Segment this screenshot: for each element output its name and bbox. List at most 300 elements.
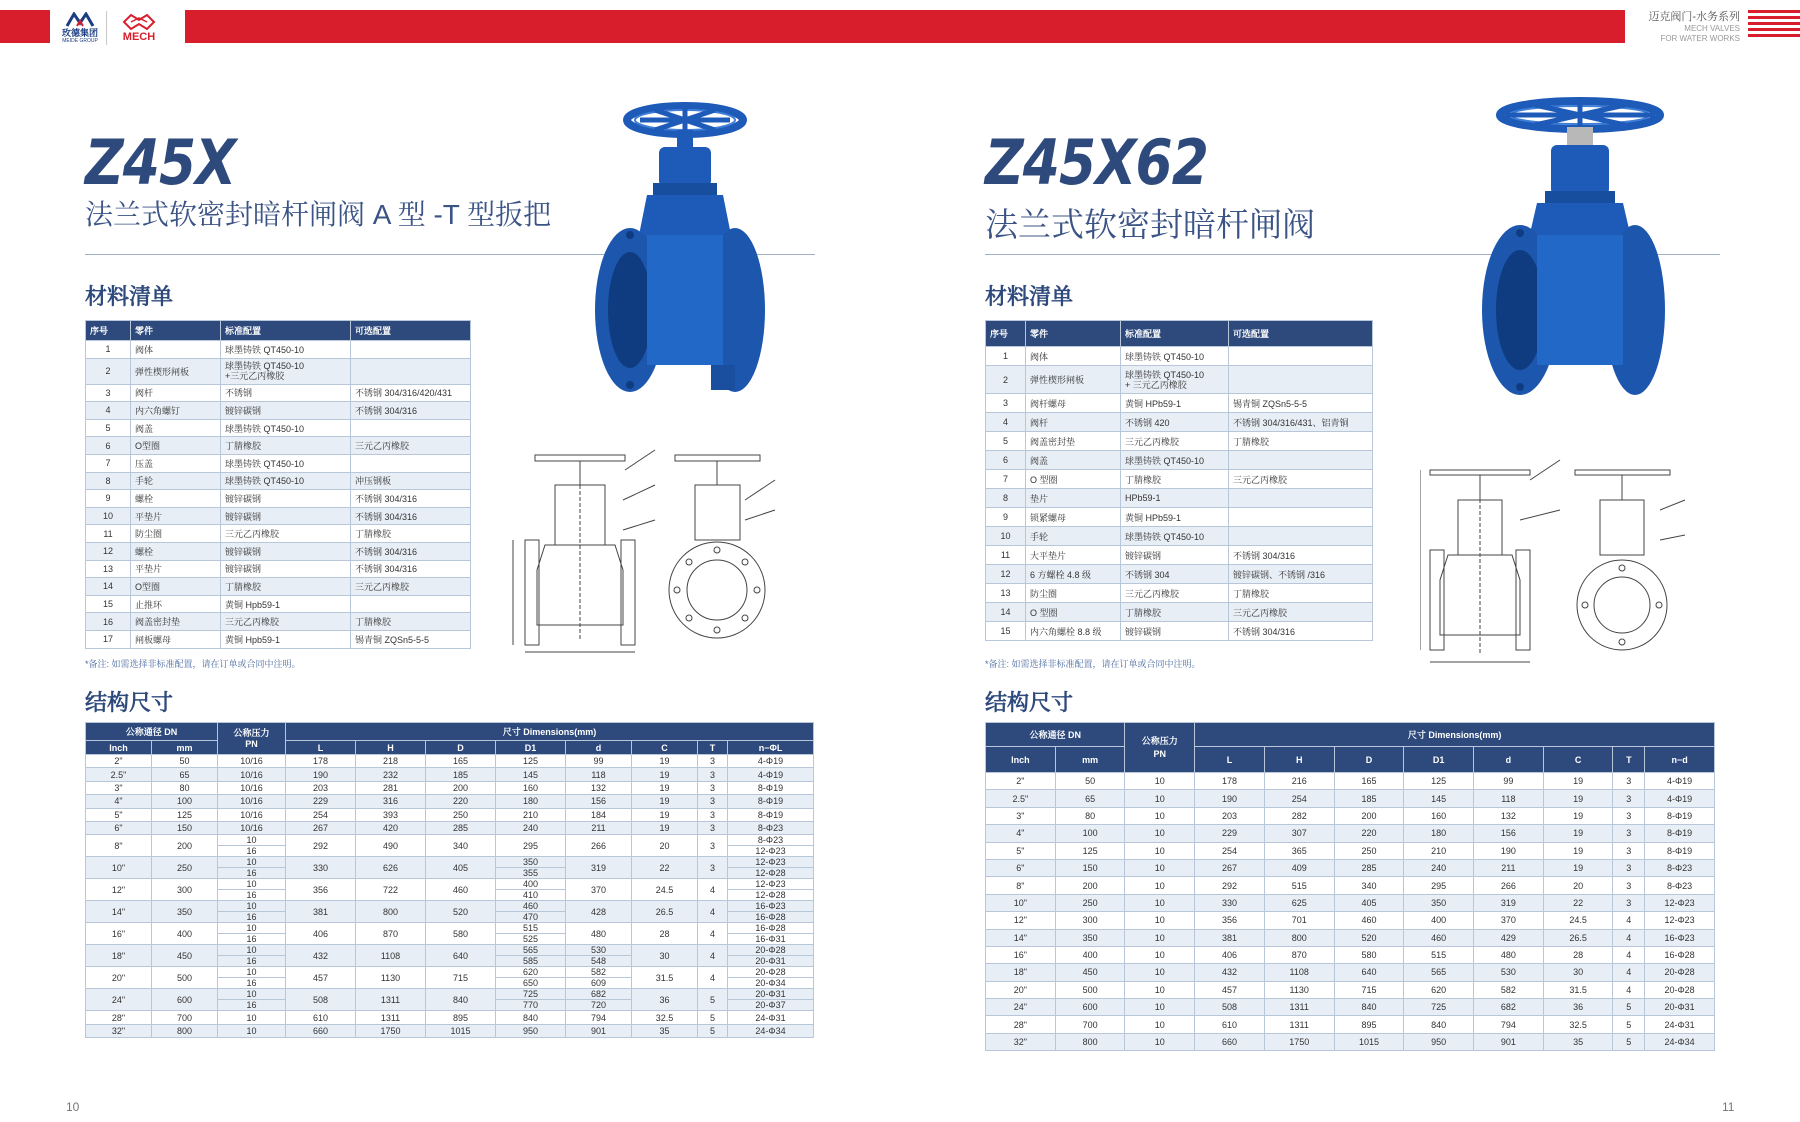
dim-c: 30: [1543, 964, 1613, 981]
dim-d1: 355: [496, 868, 566, 879]
dim-col-h: H: [1264, 747, 1334, 773]
dim-c: 28: [632, 923, 698, 945]
dim-bore: 211: [1474, 859, 1544, 876]
right-model-title: Z45X62: [985, 126, 1209, 199]
dim-col-d: D: [1334, 747, 1404, 773]
mat-standard: 三元乙丙橡胶: [221, 613, 351, 631]
dim-c: 31.5: [1543, 981, 1613, 998]
dim-h: 281: [356, 781, 426, 794]
dim-holes: 8-Φ19: [1645, 825, 1715, 842]
dim-l: 292: [286, 835, 356, 857]
dim-mm: 80: [1055, 807, 1125, 824]
mat-no: 13: [86, 560, 131, 578]
materials-row: [86, 419, 471, 437]
materials-row: [986, 527, 1373, 546]
dim-col-mm: mm: [152, 741, 218, 755]
dim-l: 381: [286, 901, 356, 923]
dim-d1: 180: [496, 795, 566, 808]
dim-inch: 6": [86, 821, 152, 834]
dim-h: 490: [356, 835, 426, 857]
dim-d1: 840: [496, 1011, 566, 1024]
dim-d: 285: [426, 821, 496, 834]
dim-l: 330: [1195, 894, 1265, 911]
dim-bore: 428: [566, 901, 632, 923]
dim-bore: 132: [1474, 807, 1544, 824]
dim-holes: 20-Φ34: [728, 978, 814, 989]
dimension-row: [86, 857, 814, 868]
dim-inch: 3": [86, 781, 152, 794]
dim-mm: 65: [1055, 790, 1125, 807]
dim-d1: 180: [1404, 825, 1474, 842]
mat-standard: 镀锌碳钢: [221, 542, 351, 560]
dim-l: 381: [1195, 929, 1265, 946]
dim-d: 185: [426, 768, 496, 781]
dim-inch: 2": [86, 755, 152, 768]
left-dim-header-row: [86, 723, 814, 741]
mat-standard: 不锈钢 304: [1121, 565, 1229, 584]
dim-h: 1311: [1264, 1016, 1334, 1033]
materials-row: [986, 470, 1373, 489]
mat-part: 阀盖密封垫: [1026, 432, 1121, 451]
dim-bore: 118: [1474, 790, 1544, 807]
dim-col-d1: D1: [1404, 747, 1474, 773]
dim-pn: 10: [1125, 859, 1195, 876]
dim-mm: 450: [1055, 964, 1125, 981]
dim-d: 460: [1334, 912, 1404, 929]
dim-l: 406: [1195, 946, 1265, 963]
dim-d1: 350: [496, 857, 566, 868]
right-note: *备注: 如需选择非标准配置，请在订单或合同中注明。: [985, 659, 1201, 669]
dim-l: 457: [286, 967, 356, 989]
dim-h: 1130: [1264, 981, 1334, 998]
right-valve-photo: [1475, 95, 1675, 410]
mat-no: 9: [986, 508, 1026, 527]
dim-c: 19: [1543, 773, 1613, 790]
dimension-row: [986, 807, 1715, 824]
dim-bore: 530: [566, 945, 632, 956]
dim-head-pn: 公称压力 PN: [218, 723, 286, 755]
dim-h: 307: [1264, 825, 1334, 842]
dim-mm: 100: [152, 795, 218, 808]
dim-bore: 429: [1474, 929, 1544, 946]
dim-d1: 525: [496, 934, 566, 945]
materials-row: [86, 595, 471, 613]
dim-col-c: C: [632, 741, 698, 755]
dimension-row: [86, 768, 814, 781]
dim-l: 508: [286, 989, 356, 1011]
dim-inch: 14": [86, 901, 152, 923]
mat-standard: 球墨铸铁 QT450-10: [221, 454, 351, 472]
dim-d1: 125: [1404, 773, 1474, 790]
mat-no: 17: [86, 630, 131, 648]
dim-c: 32.5: [1543, 1016, 1613, 1033]
dim-l: 190: [1195, 790, 1265, 807]
dim-pn: 10: [218, 1024, 286, 1037]
dim-holes: 8-Φ23: [728, 821, 814, 834]
dim-h: 420: [356, 821, 426, 834]
dim-holes: 24-Φ31: [1645, 1016, 1715, 1033]
mat-no: 12: [986, 565, 1026, 584]
dim-col-l: L: [286, 741, 356, 755]
dim-bore: 211: [566, 821, 632, 834]
dim-bore: 901: [1474, 1033, 1544, 1050]
dim-holes: 20-Φ31: [728, 956, 814, 967]
materials-row: [986, 546, 1373, 565]
dim-bore: 118: [566, 768, 632, 781]
dim-head-dims: 尺寸 Dimensions(mm): [1195, 723, 1715, 747]
dim-inch: 8": [86, 835, 152, 857]
mat-part: 闸板螺母: [131, 630, 221, 648]
mat-optional: [1229, 366, 1373, 394]
mat-optional: 不锈钢 304/316: [351, 560, 471, 578]
dimension-row: [986, 981, 1715, 998]
dim-mm: 125: [152, 808, 218, 821]
dim-t: 3: [698, 835, 728, 857]
mat-standard: 黄铜 HPb59-1: [1121, 508, 1229, 527]
mat-col-optional: 可选配置: [351, 321, 471, 341]
dim-inch: 2.5": [986, 790, 1056, 807]
mat-optional: 三元乙丙橡胶: [351, 437, 471, 455]
dim-head-dims: 尺寸 Dimensions(mm): [286, 723, 814, 741]
dim-holes: 12-Φ23: [728, 879, 814, 890]
dim-d: 1015: [1334, 1033, 1404, 1050]
dimension-row: [86, 1024, 814, 1037]
materials-row: [986, 622, 1373, 641]
dim-holes: 16-Φ23: [1645, 929, 1715, 946]
mat-optional: 不锈钢 304/316: [1229, 622, 1373, 641]
dim-h: 515: [1264, 877, 1334, 894]
right-dim-title: 结构尺寸: [985, 690, 1074, 715]
dim-bore: 184: [566, 808, 632, 821]
mat-optional: [351, 595, 471, 613]
dim-t: 4: [1613, 912, 1645, 929]
dim-t: 3: [1613, 842, 1645, 859]
mat-standard: 丁腈橡胶: [221, 578, 351, 596]
dim-h: 254: [1264, 790, 1334, 807]
dim-c: 19: [1543, 807, 1613, 824]
materials-row: [86, 472, 471, 490]
mat-standard: 三元乙丙橡胶: [1121, 584, 1229, 603]
dim-mm: 150: [1055, 859, 1125, 876]
dim-t: 3: [698, 795, 728, 808]
dim-mm: 500: [152, 967, 218, 989]
dim-h: 216: [1264, 773, 1334, 790]
dim-c: 24.5: [1543, 912, 1613, 929]
dim-l: 254: [1195, 842, 1265, 859]
dimension-row: [986, 894, 1715, 911]
dim-h: 1311: [356, 989, 426, 1011]
mat-standard: 球墨铸铁 QT450-10: [221, 419, 351, 437]
dim-inch: 18": [986, 964, 1056, 981]
mat-optional: 不锈钢 304/316: [1229, 546, 1373, 565]
dim-mm: 700: [152, 1011, 218, 1024]
dim-mm: 200: [1055, 877, 1125, 894]
materials-row: [986, 584, 1373, 603]
mat-optional: 不锈钢 304/316/431、铝青铜: [1229, 413, 1373, 432]
dim-t: 3: [1613, 807, 1645, 824]
dim-d: 165: [1334, 773, 1404, 790]
dim-l: 406: [286, 923, 356, 945]
dim-pn: 16: [218, 934, 286, 945]
dim-pn: 10/16: [218, 781, 286, 794]
left-dim-title: 结构尺寸: [85, 690, 174, 715]
dimension-row: [986, 929, 1715, 946]
dim-d: 165: [426, 755, 496, 768]
mat-optional: 三元乙丙橡胶: [351, 578, 471, 596]
dim-l: 203: [286, 781, 356, 794]
materials-row: [86, 525, 471, 543]
dim-d: 200: [1334, 807, 1404, 824]
dim-t: 3: [1613, 877, 1645, 894]
dim-inch: 16": [86, 923, 152, 945]
mat-standard: 丁腈橡胶: [1121, 470, 1229, 489]
dim-h: 625: [1264, 894, 1334, 911]
dimension-row: [86, 923, 814, 934]
dim-t: 4: [1613, 981, 1645, 998]
dim-c: 19: [632, 768, 698, 781]
dim-pn: 10: [1125, 999, 1195, 1016]
dim-pn: 10: [1125, 1033, 1195, 1050]
dim-d1: 210: [1404, 842, 1474, 859]
dim-col-l: L: [1195, 747, 1265, 773]
dim-d1: 240: [496, 821, 566, 834]
dim-h: 1130: [356, 967, 426, 989]
dimension-row: [86, 879, 814, 890]
dim-pn: 10: [1125, 807, 1195, 824]
dim-d1: 460: [1404, 929, 1474, 946]
dim-t: 5: [698, 1024, 728, 1037]
dim-d: 340: [1334, 877, 1404, 894]
dim-h: 800: [356, 901, 426, 923]
mat-optional: [1229, 489, 1373, 508]
dim-d: 840: [426, 989, 496, 1011]
brand-logo: [60, 8, 185, 48]
dim-holes: 16-Φ28: [1645, 946, 1715, 963]
dim-h: 722: [356, 879, 426, 901]
dim-h: 393: [356, 808, 426, 821]
dim-t: 3: [698, 755, 728, 768]
dim-mm: 250: [152, 857, 218, 879]
mat-part: 压盖: [131, 454, 221, 472]
mat-no: 8: [986, 489, 1026, 508]
dim-d: 220: [426, 795, 496, 808]
dim-d1: 400: [1404, 912, 1474, 929]
mat-standard: 黄铜 HPb59-1: [1121, 394, 1229, 413]
dim-d: 895: [1334, 1016, 1404, 1033]
dimension-row: [86, 781, 814, 794]
right-materials-header-row: [986, 321, 1373, 347]
dim-c: 31.5: [632, 967, 698, 989]
dim-l: 660: [286, 1024, 356, 1037]
dim-c: 19: [1543, 790, 1613, 807]
dim-holes: 20-Φ28: [1645, 981, 1715, 998]
dim-t: 5: [1613, 999, 1645, 1016]
dim-mm: 350: [1055, 929, 1125, 946]
series-en-2: FOR WATER WORKS: [1660, 34, 1740, 43]
dim-h: 870: [1264, 946, 1334, 963]
left-page-number: 10: [66, 1100, 80, 1114]
dim-inch: 4": [86, 795, 152, 808]
dim-bore: 901: [566, 1024, 632, 1037]
dim-h: 1750: [1264, 1033, 1334, 1050]
dim-d1: 515: [1404, 946, 1474, 963]
dim-l: 292: [1195, 877, 1265, 894]
right-technical-drawing: [1420, 440, 1700, 670]
mat-part: 螺栓: [131, 542, 221, 560]
dim-t: 4: [698, 967, 728, 989]
dim-d1: 350: [1404, 894, 1474, 911]
mat-standard: 镀锌碳钢: [221, 560, 351, 578]
dim-d1: 160: [496, 781, 566, 794]
mat-no: 7: [86, 454, 131, 472]
dim-l: 254: [286, 808, 356, 821]
dim-head-pn: 公称压力 PN: [1125, 723, 1195, 773]
dimension-row: [986, 1033, 1715, 1050]
dim-pn: 16: [218, 846, 286, 857]
dim-pn: 10/16: [218, 768, 286, 781]
dim-holes: 16-Φ28: [728, 912, 814, 923]
mat-standard: 镀锌碳钢: [1121, 622, 1229, 641]
dim-d: 715: [426, 967, 496, 989]
dim-pn: 10: [218, 835, 286, 846]
dim-col-d: D: [426, 741, 496, 755]
right-materials-table: [985, 320, 1373, 641]
dim-bore: 582: [1474, 981, 1544, 998]
mat-no: 9: [86, 490, 131, 508]
dim-head-dn: 公称通径 DN: [86, 723, 218, 741]
mat-no: 3: [86, 384, 131, 402]
dim-t: 4: [698, 923, 728, 945]
dim-c: 19: [632, 808, 698, 821]
dim-bore: 682: [566, 989, 632, 1000]
dim-holes: 16-Φ28: [728, 923, 814, 934]
mat-optional: [1229, 527, 1373, 546]
dim-bore: 370: [1474, 912, 1544, 929]
dim-holes: 8-Φ19: [728, 808, 814, 821]
header-stripes: [1748, 10, 1800, 44]
mat-standard: 球墨铸铁 QT450-10: [221, 472, 351, 490]
mat-no: 3: [986, 394, 1026, 413]
dim-holes: 24-Φ31: [728, 1011, 814, 1024]
dim-holes: 8-Φ19: [728, 781, 814, 794]
dim-t: 4: [698, 945, 728, 967]
dim-d: 200: [426, 781, 496, 794]
mat-standard: 球墨铸铁 QT450-10 +三元乙丙橡胶: [221, 358, 351, 384]
dim-d1: 125: [496, 755, 566, 768]
dim-mm: 400: [1055, 946, 1125, 963]
mat-part: 弹性楔形闸板: [131, 358, 221, 384]
mat-col-standard: 标准配置: [1121, 321, 1229, 347]
mat-part: 大平垫片: [1026, 546, 1121, 565]
dim-pn: 16: [218, 890, 286, 901]
mat-part: 内六角螺钉: [131, 402, 221, 420]
materials-row: [86, 454, 471, 472]
dim-d1: 160: [1404, 807, 1474, 824]
materials-row: [986, 451, 1373, 470]
mat-part: 防尘圈: [1026, 584, 1121, 603]
mat-standard: 黄铜 Hpb59-1: [221, 630, 351, 648]
dim-bore: 99: [1474, 773, 1544, 790]
mat-optional: 三元乙丙橡胶: [1229, 470, 1373, 489]
dimension-row: [86, 755, 814, 768]
left-note: *备注: 如需选择非标准配置，请在订单或合同中注明。: [85, 659, 301, 669]
mat-standard: 镀锌碳钢: [221, 507, 351, 525]
dimension-row: [86, 1011, 814, 1024]
mat-no: 13: [986, 584, 1026, 603]
dim-col-holes: n−ΦL: [728, 741, 814, 755]
mat-no: 14: [86, 578, 131, 596]
dim-d1: 565: [496, 945, 566, 956]
dim-holes: 20-Φ31: [728, 989, 814, 1000]
mat-part: O 型圈: [1026, 603, 1121, 622]
dim-d: 840: [1334, 999, 1404, 1016]
mat-standard: 丁腈橡胶: [1121, 603, 1229, 622]
dim-pn: 10/16: [218, 821, 286, 834]
mat-part: O型圈: [131, 437, 221, 455]
materials-row: [86, 542, 471, 560]
dim-t: 4: [1613, 964, 1645, 981]
mat-optional: 丁腈橡胶: [1229, 584, 1373, 603]
dim-l: 190: [286, 768, 356, 781]
mech-logo: [113, 13, 165, 43]
dim-mm: 300: [152, 879, 218, 901]
mat-standard: 镀锌碳钢: [221, 490, 351, 508]
dim-c: 36: [632, 989, 698, 1011]
dim-inch: 2": [986, 773, 1056, 790]
mat-standard: 三元乙丙橡胶: [1121, 432, 1229, 451]
mat-part: 阀盖: [1026, 451, 1121, 470]
right-page-number: 11: [1722, 1100, 1735, 1114]
dimension-row: [86, 901, 814, 912]
mat-part: 平垫片: [131, 560, 221, 578]
dim-pn: 10: [218, 945, 286, 956]
dim-pn: 10: [1125, 929, 1195, 946]
dim-mm: 150: [152, 821, 218, 834]
dim-c: 19: [632, 795, 698, 808]
dim-c: 22: [1543, 894, 1613, 911]
dim-holes: 8-Φ23: [1645, 877, 1715, 894]
dim-d: 1015: [426, 1024, 496, 1037]
mat-optional: [1229, 508, 1373, 527]
mat-part: 平垫片: [131, 507, 221, 525]
mat-part: 防尘圈: [131, 525, 221, 543]
dim-h: 232: [356, 768, 426, 781]
dim-h: 701: [1264, 912, 1334, 929]
mat-optional: 丁腈橡胶: [351, 525, 471, 543]
dim-holes: 4-Φ19: [1645, 790, 1715, 807]
dim-l: 203: [1195, 807, 1265, 824]
materials-row: [986, 508, 1373, 527]
dim-c: 24.5: [632, 879, 698, 901]
dim-holes: 8-Φ19: [728, 795, 814, 808]
mat-part: 阀杆: [1026, 413, 1121, 432]
header-bar: [185, 10, 1625, 43]
right-dim-header-row: [986, 723, 1715, 747]
dim-holes: 20-Φ28: [728, 967, 814, 978]
dim-t: 3: [698, 768, 728, 781]
dimension-row: [86, 989, 814, 1000]
dim-col-c: C: [1543, 747, 1613, 773]
dim-t: 5: [698, 989, 728, 1011]
dim-t: 4: [698, 879, 728, 901]
dim-bore: 99: [566, 755, 632, 768]
dim-bore: 720: [566, 1000, 632, 1011]
dim-l: 178: [286, 755, 356, 768]
mat-optional: [351, 341, 471, 359]
dim-col-bore: d: [1474, 747, 1544, 773]
meide-logo: [60, 12, 100, 44]
dim-bore: 132: [566, 781, 632, 794]
